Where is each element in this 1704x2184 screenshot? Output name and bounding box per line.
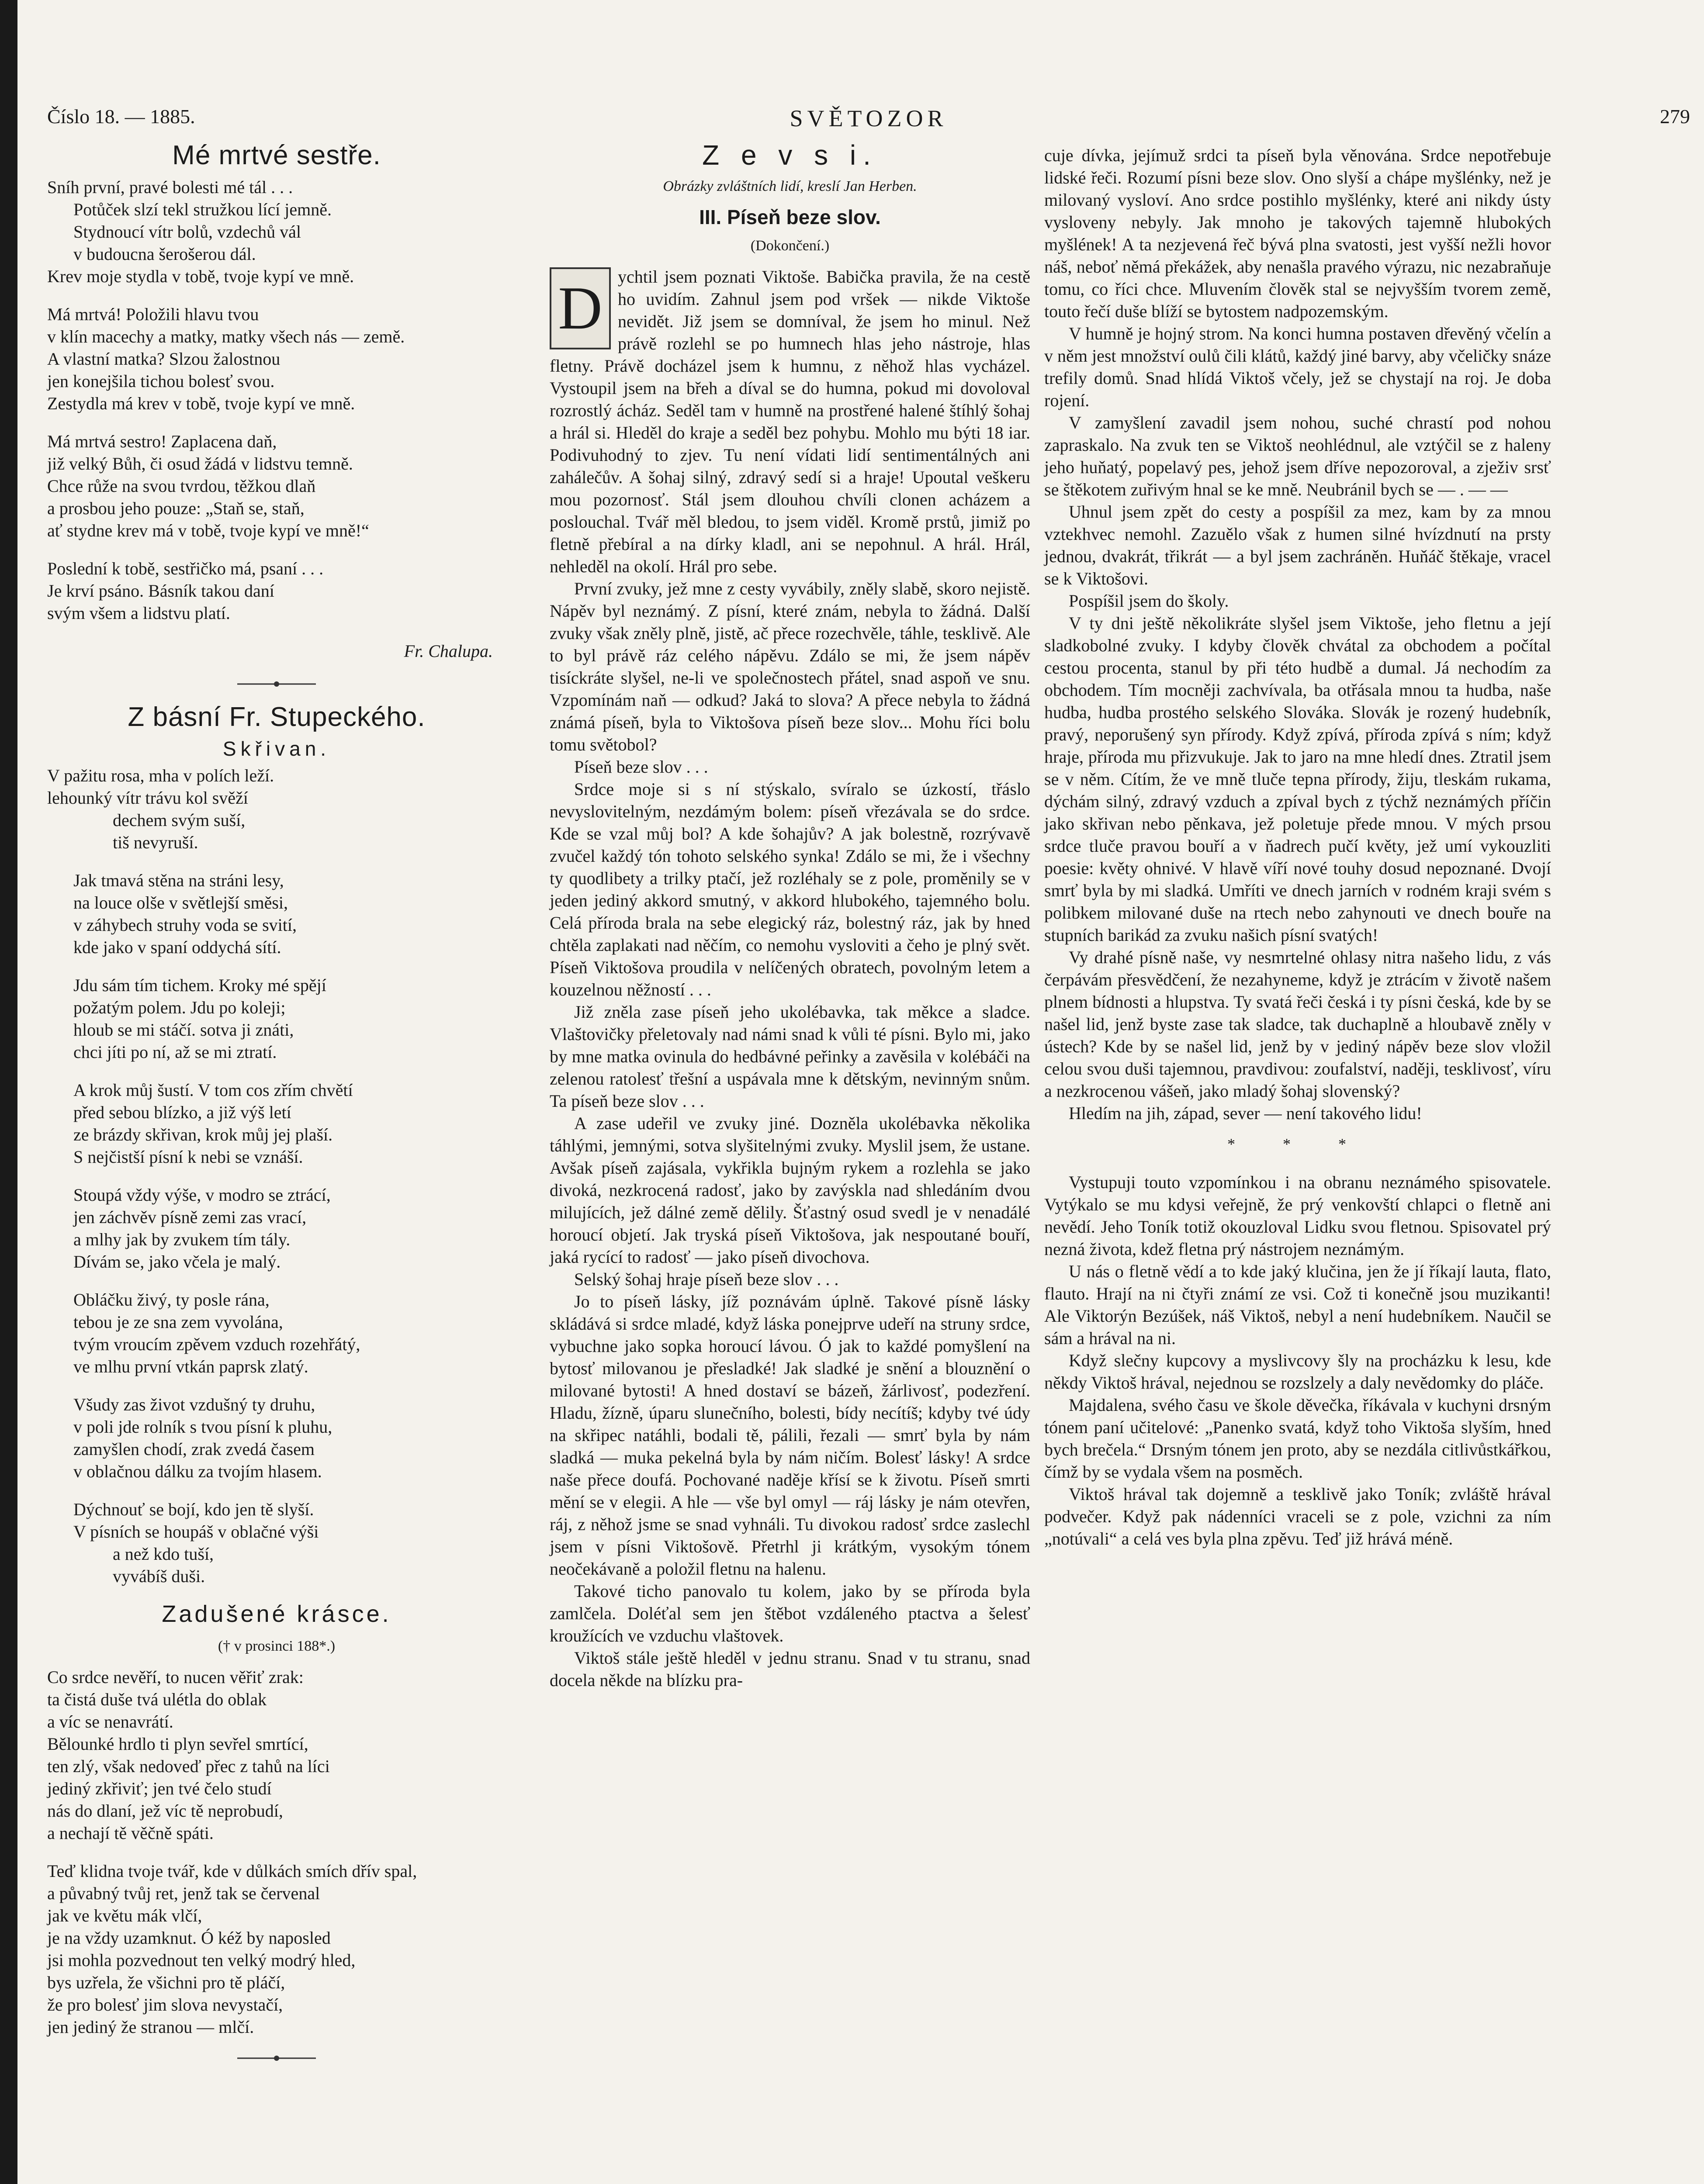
poem-line: V písních se houpáš v oblačné výši [73, 1522, 319, 1541]
poem-stanza [47, 1393, 506, 1482]
poem-line: Má mrtvá! Položili hlavu tvou [47, 304, 259, 324]
poem-line: chci jíti po ní, až se mi ztratí. [73, 1042, 277, 1062]
paragraph: U nás o fletně vědí a to kde jaký klučina, jen že jí říkají lauta, flato, flauto. Hrají na ni čtyři známí ze vsi. Což ti konečně jsou muzikanti! Ale Viktorýn Bezúšek, náš Viktoš, nebyl a není hudebníkem. Naučil se sám a hrával na ni. [1044, 1261, 1551, 1348]
poem-line: dechem svým suší, [113, 810, 246, 830]
paragraph: Když slečny kupcovy a myslivcovy šly na procházku k lesu, kde někdy Viktoš hrával, nejednou se rozslzely a daly nevědomky do pláče. [1044, 1351, 1551, 1393]
poem-line: jen jediný že stranou — mlčí. [47, 2017, 254, 2037]
poem-line: lehounký vítr trávu kol svěží [47, 788, 248, 808]
continued-note: (Dokončení.) [750, 238, 830, 254]
poem-line: kde jako v spaní oddychá sítí. [73, 937, 281, 957]
article-body [550, 266, 1030, 1691]
paragraph: cuje dívka, jejímuž srdci ta píseň byla věnována. Srdce nepotřebuje lidské řeči. Rozumí písni beze slov. Ono slyší a chápe myšlénky, než je milovaný vysloví. Ano srdce postihlo myšlénky, které ani nikdy ústy vysloveny nebyly. Jak mnoho je takových tajemně hlubokých myšlének! A ta nezjevená řeč bývá plna svatosti, jest vyšší nežli hovor náš, neboť němá překážek, aby nenašla pravého výrazu, nic nezabraňuje tomu, co říci chce. Mluvením člověk stal se nejvyšším tvorem země, touto řečí duše blíží se bytostem nadpozemským. [1044, 145, 1551, 321]
poem-line: zamyšlen chodí, zrak zvedá časem [73, 1439, 315, 1459]
poem-line: Dýchnouť se bojí, kdo jen tě slyší. [73, 1500, 314, 1519]
article-title: Z e v s i. [702, 139, 878, 171]
paragraph: Viktoš stále ještě hleděl v jednu stranu. Snad v tu stranu, snad docela někde na blízku pra- [550, 1648, 1030, 1690]
poem-stanza [47, 1289, 506, 1378]
poem-line: jak ve květu mák vlčí, [47, 1906, 202, 1925]
page-number: 279 [1660, 105, 1690, 128]
poem-line: a nechají tě věčně spáti. [47, 1823, 214, 1843]
poem-body [47, 1666, 506, 2038]
poem-line: a víc se nenavrátí. [47, 1712, 173, 1731]
poem-stanza [47, 1184, 506, 1273]
poem-line: a mlhy jak by zvukem tím tály. [73, 1230, 291, 1249]
poem-line: tiš nevyruší. [113, 833, 198, 852]
poem-line: a než kdo tuší, [113, 1544, 214, 1564]
poem-line: V pažitu rosa, mha v polích leží. [47, 766, 274, 785]
paragraph: Viktoš hrával tak dojemně a tesklivě jako Toník; zvláště hrával podvečer. Když pak nádenníci vraceli se z pole, vzichni za ním „notúvali“ a celá ves byla plna zpěvu. Teď již hrává méně. [1044, 1484, 1551, 1548]
paragraph [550, 266, 1030, 577]
poem-line: Jdu sám tím tichem. Kroky mé spějí [73, 975, 326, 995]
poem-signature: Fr. Chalupa. [404, 641, 493, 661]
poem-line: Teď klidna tvoje tvář, kde v důlkách smích dřív spal, [47, 1861, 417, 1881]
paragraph: V ty dni ještě několikráte slyšel jsem Viktoše, jeho fletnu a její sladkobolné zvuky. I kdyby člověk chvátal za obchodem a počítal cestou procenta, stanul by při této hudbě a dumal. Já nechodím za obchodem. Tím mocněji zachvívala, ba otřásala mnou ta hudba, naše hudba, hudba prostého selského Slováka. Slovák je rozený hudebník, pravý, neporušený syn přírody. Když zpívá, příroda zpívá s ním; když hraje, příroda mu přizvukuje. Jak to jaro na mne hledí dnes. Ztratil jsem se v něm. Cítím, že ve mně tluče tepna přírody, žiju, tleskám rukama, dýchám silný, zdravý vzduch a zpíval bych z týchž neznámých příčin jako skřivan nebo pěnkava, jež poletuje přede mnou. V mých prsou srdce tluče pravou bouří a v ňadrech pučí květy, jež umí vykouzliti poesie: květy ohnivé. V hlavě víří nové touhy dosud nepoznané. Dvojí smrť byla by mi sladká. Umříti ve dnech jarních v rodném kraji svém s polibkem milované duše na rtech nebo zahynouti ve dnech bouře na stupních barikád za zvuku našich písní svatých! [1044, 613, 1551, 945]
paragraph: Pospíšil jsem do školy. [1069, 591, 1229, 611]
poem-line: ten zlý, však nedoveď přec z tahů na líci [47, 1756, 330, 1776]
poem-line: A vlastní matka? Slzou žalostnou [47, 349, 281, 369]
page-header [47, 105, 1690, 140]
article-body [1044, 144, 1551, 1124]
section-break-stars: * * * [1227, 1135, 1368, 1153]
poem-line: jen konejšila tichou bolesť svou. [47, 371, 275, 391]
paragraph-text: ychtil jsem poznati Viktoše. Babička pravila, že na cestě ho uvidím. Zahnul jsem pod vršek — nikde Viktoše nevidět. Již jsem se domníval, že jsem ho minul. Než právě rozlehl se po humnech hlas jeho nástroje, hlas fletny. Právě docházel jsem k humnu, z něhož hlas vycházel. Vystoupil jsem na břeh a díval se do humna, pokud mi dovoloval rozrostlý ácház. Seděl tam v humně na prostřené halené štíhlý šohaj a hrál si. Hleděl do kraje a seděl bez pohybu. Mohlo mu býti 18 iar. Podivuhodný to zjev. Tu není vídati lidí sentimentálných ani zahálečův. A šohaj silný, zdravý sedí si a hraje! Upoutal veškeru mou pozornosť. Stál jsem dlouhou chvíli clonen acházem a poslouchal. Tvář měl bledou, to jsem viděl. Kromě prstů, jimiž po fletně přebíral a na dírky kladl, ani se nepohnul. A hrál. Hrál, nehleděl na okolí. Hrál pro sebe. [550, 267, 1030, 576]
poem-stanza [47, 974, 506, 1063]
poem-line: Sníh první, pravé bolesti mé tál . . . [47, 177, 293, 197]
poem-stanza [47, 430, 506, 542]
poem-line: tvým vroucím zpěvem vzduch rozehřátý, [73, 1334, 360, 1354]
poem-line: Jak tmavá stěna na stráni lesy, [73, 871, 284, 890]
article-byline: Obrázky zvláštních lidí, kreslí Jan Herben. [663, 178, 917, 194]
poem-line: v oblačnou dálku za tvojím hlasem. [73, 1462, 322, 1481]
paragraph: Jo to píseň lásky, jíž poznávám úplně. Takové písně lásky skládává si srdce mladé, když láska ponejprve udeří na struny srdce, vybuchne jako sopka horoucí lávou. Ó jak to každé pomyšlení na bytosť milovanou je přesladké! Jak sladké je snění a blouznění o milované bytosti! A hned dostaví se bázeň, žárlivosť, podezření. Hladu, žízně, úparu slunečního, bolesti, bídy necítíš; kdyby tvé údy na skřipec natáhli, bodali tě, pálili, řezali — smrť byla by nám sladká — muka pekelná byla by nám ničím. Bolesť lásky! A srdce naše přece doufá. Pochované naděje křísí se k životu. Píseň smrti mění se v elegii. A hle — vše byl omyl — ráj lásky je nám otevřen, ráj, z něhož jsme se snad vyhnáli. Tu divokou radosť srdce zaslechl jsem v písni Viktošově. Přetrhl ji krátkým, vysokým tónem neočekávaně a položil fletnu na halenu. [550, 1292, 1030, 1579]
column-middle [550, 139, 1030, 1691]
poem-stanza [47, 869, 506, 958]
poem-stanza [47, 1860, 506, 2038]
poem-stanza [47, 764, 506, 854]
column-left [47, 140, 506, 2080]
paragraph: V zamyšlení zavadil jsem nohou, suché chrastí pod nohou zapraskalo. Na zvuk ten se Viktoš neohlédnul, ale vztýčil se z haleny jeho huňatý, popelavý pes, jehož jsem dříve nepozoroval, a zježiv srsť se štěkotem zuřivým hnal se ke mně. Neubránil bych se — . — — [1044, 413, 1551, 499]
poem-line: Bělounké hrdlo ti plyn sevřel smrtící, [47, 1734, 308, 1754]
poem-line: je na vždy uzamknut. Ó kéž by naposled [47, 1928, 331, 1948]
poem-line: bys uzřela, že všichni pro tě pláčí, [47, 1973, 285, 1992]
poem-line: Je krví psáno. Básník takou daní [47, 581, 274, 601]
poem-line: požatým polem. Jdu po koleji; [73, 998, 286, 1017]
poem-subtitle: Skřivan. [222, 737, 331, 760]
poem-line: Zestydla má krev v tobě, tvoje kypí ve mně. [47, 394, 355, 413]
poem-title: Mé mrtvé sestře. [172, 140, 381, 170]
poem-title: Z básní Fr. Stupeckého. [128, 702, 426, 732]
poem-stanza [47, 176, 506, 287]
paragraph: Píseň beze slov . . . [574, 757, 708, 777]
poem-line: Krev moje stydla v tobě, tvoje kypí ve mně. [47, 266, 354, 286]
poem-stanza [47, 557, 506, 624]
poem-line: v klín macechy a matky, matky všech nás — země. [47, 327, 405, 346]
paragraph: Vy drahé písně naše, vy nesmrtelné ohlasy nitra našeho lidu, z vás čerpávám přesvědčení, že nezahyneme, když je ztrácím v životě našem plnem bídnosti a hlupstva. Ty svatá řeči česká i ty písni česká, kde by se našel lid, jenž byste zase tak sladce, tak duchaplně a hloubavě zněly v ústech? Kde by se našel lid, jenž by v jediný nápěv beze slov vložil celou svou duši tajemnou, pravdivou: zoufalství, naději, tesklivosť, víru a nezkrocenou vášeň, jako mladý šohaj slovenský? [1044, 947, 1551, 1101]
chapter-heading: III. Píseň beze slov. [699, 206, 881, 228]
paragraph: Již zněla zase píseň jeho ukolébavka, tak měkce a sladce. Vlaštovičky přeletovaly nad námi snad k vůli té písni. Bylo mi, jako by mne matka ovinula do hedbávné peřinky a zavěsila v kolébáči na zelenou ratolesť třešní a uspávala mne k dětským, nevinným snům. Ta píseň beze slov . . . [550, 1002, 1030, 1111]
poem-line: Má mrtvá sestro! Zaplacena daň, [47, 432, 277, 451]
poem-line: Stydnoucí vítr bolů, vzdechů vál [73, 222, 301, 242]
poem-stanza [47, 303, 506, 415]
divider-ornament [237, 680, 316, 688]
poem-line: jediný zkřiviť; jen tvé čelo studí [47, 1779, 272, 1798]
poem-line: že pro bolesť jim slova nevystačí, [47, 1995, 283, 2015]
poem-line: ze brázdy skřivan, krok můj jej plaší. [73, 1125, 333, 1144]
paragraph: Hledím na jih, západ, sever — není takového lidu! [1069, 1103, 1422, 1123]
poem-stanza [47, 1079, 506, 1168]
poem-line: jsi mohla pozvednout ten velký modrý hled, [47, 1950, 356, 1970]
masthead: SVĚTOZOR [790, 105, 948, 131]
poem-line: hloub se mi stáčí. sotva ji znáti, [73, 1020, 294, 1040]
poem-line: Potůček slzí tekl stružkou lící jemně. [73, 200, 332, 219]
drop-cap-initial: D [550, 267, 611, 349]
paragraph: Vystupuji touto vzpomínkou i na obranu neznámého spisovatele. Vytýkalo se mu kdysi veřejně, že prý venkovští chlapci o fletně ani nevědí. Jeho Toník totiž okouzloval Lidku svou fletnou. Spisovatel prý nezná života, kdež fletna prý nástrojem neznámým. [1044, 1172, 1551, 1259]
poem-line: před sebou blízko, a již výš letí [73, 1102, 291, 1122]
paragraph: První zvuky, jež mne z cesty vyvábily, zněly slabě, skoro nejistě. Nápěv byl neznámý. Z písní, které znám, nebyla to žádná. Další zvuky však zněly plně, jistě, ač přece rozechvěle, táhle, tesklivě. Ale to byl právě ráz celého nápěvu. Zdálo se mi, že jsem nápěv tisíckráte slyšel, ne-li ve společnostech přátel, snad aspoň ve snu. Vzpomínám naň — odkud? Jaká to slova? A přece nebyla to žádná známá píseň, byla to Viktošova píseň beze slov... Mohu říci bolu tomu světobol? [550, 579, 1030, 754]
paragraph: A zase udeřil ve zvuky jiné. Dozněla ukolébavka několika táhlými, jemnými, sotva slyšitelnými zvuky. Myslil jsem, že ustane. Avšak píseň zajásala, vykřikla bujným rykem a rozlehla se jako divoká, nezkrocená radosť, jako by zavýskla nad shledáním dvou milujících, jež dálné země dělily. Šťastný osud svedl je v nenadálé horoucí objetí. Jak tryská píseň Viktošova, jak nespoutané bouří, jaká rycící to radosť — jako píseň divochova. [550, 1113, 1030, 1267]
poem-line: ať stydne krev má v tobě, tvoje kypí ve mně!“ [47, 521, 369, 540]
binding-edge [0, 0, 17, 2184]
paragraph: Srdce moje si s ní stýskalo, svíralo se úzkostí, třáslo nevyslovitelným, nezdámým bolem: píseň vřezávala se do srdce. Kde se vzal můj bol? A kde šohajův? A jak bolestně, rozrývavě zvučel každý tón tohoto selského synka! Zdálo se mi, že i všechny ty quodlibety a trilky ptačí, jež rozléhaly se z pole, proměnily se v jeden jediný akkord smutný, v akkord hlubokého, tajemného bolu. Celá příroda brala na sebe elegický ráz, bolestný ráz, jak by hned chtěla zaplakati nad něčím, co nemohu vysloviti a čeho je plný svět. Píseň Viktošova proudila v nelíčených obratech, povolným letem a kouzelnou něžností . . . [550, 779, 1030, 999]
poem-line: v záhybech struhy voda se svití, [73, 915, 297, 935]
poem-line: Poslední k tobě, sestřičko má, psaní . . . [47, 559, 324, 578]
poem-body [47, 176, 506, 624]
poem-line: Všudy zas život vzdušný ty druhu, [73, 1395, 315, 1414]
poem-line: a půvabný tvůj ret, jenž tak se červenal [47, 1883, 320, 1903]
poem-line: ve mlhu první vtkán paprsk zlatý. [73, 1357, 308, 1376]
poem-body [47, 764, 506, 1587]
poem-subtitle: († v prosinci 188*.) [218, 1638, 336, 1654]
poem-line: nás do dlaní, jež víc tě neprobudí, [47, 1801, 283, 1821]
poem-line: na louce olše v světlejší směsi, [73, 893, 288, 912]
poem-line: vyvábíš duši. [113, 1566, 205, 1586]
poem-stanza [47, 1666, 506, 1844]
poem-line: S nejčistší písní k nebi se vznáší. [73, 1147, 303, 1167]
poem-line: v budoucna šerošerou dál. [73, 244, 256, 264]
paragraph: Selský šohaj hraje píseň beze slov . . . [574, 1269, 839, 1289]
paragraph: V humně je hojný strom. Na konci humna postaven dřevěný včelín a v něm jest množství oulů čili klátů, každý jiné barvy, aby včeličky snáze trefily domů. Snad hlídá Viktoš včely, jež se chystají na roj. Je doba rojení. [1044, 324, 1551, 410]
article-body [1044, 1171, 1551, 1550]
paragraph: Majdalena, svého času ve škole děvečka, říkávala v kuchyni drsným tónem paní učitelové: „Panenko svatá, když toho Viktoša slyším, hned bych brečela.“ Drsným tónem jen proto, aby se nezdála citlivůstkářkou, čímž by se vydala všem na posměch. [1044, 1395, 1551, 1482]
poem-line: Stoupá vždy výše, v modro se ztrácí, [73, 1185, 331, 1205]
poem-line: Dívám se, jako včela je malý. [73, 1252, 281, 1272]
poem-line: jen záchvěv písně zemi zas vrací, [73, 1207, 307, 1227]
poem-stanza [47, 1498, 506, 1587]
poem-line: Co srdce nevěří, to nucen věřiť zrak: [47, 1667, 304, 1687]
poem-line: Chce růže na svou tvrdou, těžkou dlaň [47, 476, 316, 496]
poem-title: Zadušené krásce. [162, 1601, 391, 1627]
poem-line: již velký Bůh, či osud žádá v lidstvu temně. [47, 454, 353, 473]
poem-line: Obláčku živý, ty posle rána, [73, 1290, 270, 1310]
paragraph: Uhnul jsem zpět do cesty a pospíšil za mez, kam by za mnou vztekhvec nemohl. Zazuělo však z humen silné hvízdnutí na prsty jednou, dvakrát, třikrát — a byl jsem zachráněn. Huňáč štěkaje, vracel se k Viktošovi. [1044, 502, 1551, 588]
paragraph: Takové ticho panovalo tu kolem, jako by se příroda byla zamlčela. Doléťal sem jen štěbot vzdáleného ptactva a šelesť kroužících ve vzduchu vlaštovek. [550, 1581, 1030, 1645]
poem-line: v poli jde rolník s tvou písní k pluhu, [73, 1417, 332, 1437]
divider-ornament [237, 2054, 316, 2063]
poem-line: svým všem a lidstvu platí. [47, 603, 230, 623]
poem-line: a prosbou jeho pouze: „Staň se, staň, [47, 498, 305, 518]
column-right [1044, 144, 1551, 1550]
issue-number: Číslo 18. — 1885. [47, 105, 195, 128]
poem-line: tebou je ze sna zem vyvolána, [73, 1312, 283, 1332]
poem-line: ta čistá duše tvá ulétla do oblak [47, 1690, 267, 1709]
poem-line: A krok můj šustí. V tom cos zřím chvětí [73, 1080, 353, 1100]
